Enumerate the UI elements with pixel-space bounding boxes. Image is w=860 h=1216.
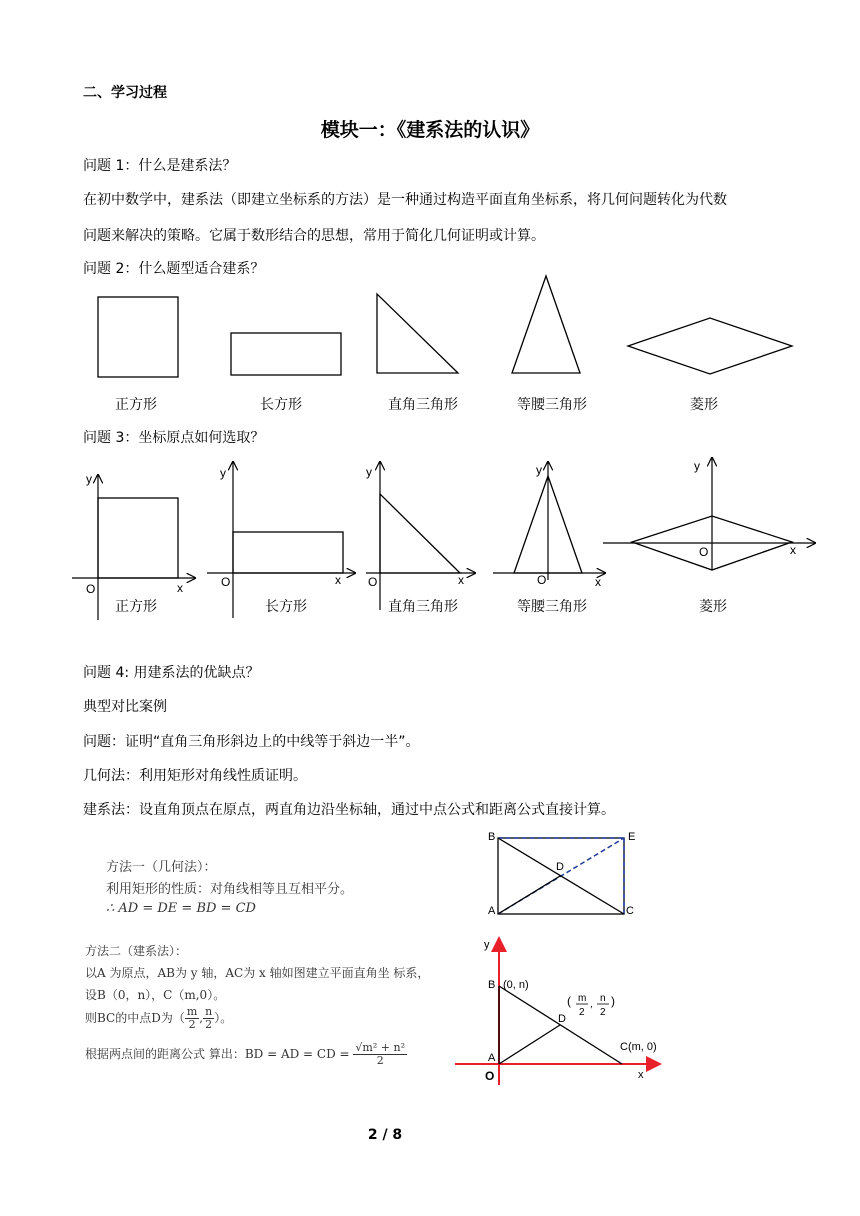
q3-square-y-label: y bbox=[86, 472, 92, 486]
q2-isosceles-triangle-shape bbox=[512, 276, 580, 373]
method1-point-A: A bbox=[488, 905, 496, 917]
method1-point-C: C bbox=[626, 905, 634, 917]
q3-caption-square: 正方形 bbox=[115, 599, 157, 615]
q2-caption-isosceles-triangle: 等腰三角形 bbox=[517, 397, 587, 413]
method2-D-open: ( bbox=[567, 994, 571, 1008]
question-1: 问题 1：什么是建系法？ bbox=[83, 158, 237, 174]
q1-answer-line2: 问题来解决的策略。它属于数形结合的思想，常用于简化几何证明或计算。 bbox=[83, 228, 545, 244]
q3-isosceles-figure bbox=[493, 462, 605, 589]
q3-rectangle-figure bbox=[207, 462, 355, 618]
method2-line2: 设B（0，n），C（m,0）。 bbox=[85, 988, 226, 1002]
method1-point-D: D bbox=[556, 861, 564, 873]
method2-distance-fraction: $\frac{\text{√m² + n²}}{2}$ bbox=[355, 1041, 405, 1067]
q3-right-triangle-figure bbox=[366, 462, 475, 610]
q3-rect-origin-label: O bbox=[221, 575, 231, 589]
q1-answer-line1: 在初中数学中，建系法（即建立坐标系的方法）是一种通过构造平面直角坐标系，将几何问题转化为代数 bbox=[83, 192, 727, 208]
case-geometric-method: 几何法：利用矩形对角线性质证明。 bbox=[83, 768, 307, 784]
q3-rtri-x-label: x bbox=[458, 573, 464, 587]
q2-caption-rhombus: 菱形 bbox=[690, 397, 718, 413]
q3-caption-rectangle: 长方形 bbox=[265, 599, 307, 615]
page-number: 2 / 8 bbox=[367, 1127, 403, 1143]
q3-iso-origin-label: O bbox=[537, 573, 547, 587]
q3-rhombus-figure bbox=[603, 458, 815, 570]
q3-iso-x-label: x bbox=[595, 575, 601, 589]
q2-caption-rectangle: 长方形 bbox=[260, 397, 302, 413]
method2-D-2a: 2 bbox=[579, 1007, 585, 1018]
q2-caption-right-triangle: 直角三角形 bbox=[388, 397, 458, 413]
method1-rectangle-diagram bbox=[480, 826, 650, 921]
method2-line1: 以A 为原点，AB为 y 轴，AC为 x 轴如图建立平面直角坐 标系， bbox=[85, 966, 430, 980]
method2-line4-prefix: 根据两点间的距离公式 算出：BD = AD = CD = bbox=[85, 1047, 350, 1061]
question-4: 问题 4: 用建系法的优缺点？ bbox=[83, 665, 260, 681]
method2-frac-m: $\frac{m}{2}$ bbox=[186, 1005, 198, 1031]
q3-rect-x-label: x bbox=[335, 573, 341, 587]
q2-shapes-figure bbox=[0, 270, 860, 390]
q2-square-shape bbox=[98, 297, 178, 377]
method2-D-2b: 2 bbox=[600, 1007, 606, 1018]
q3-iso-y-label: y bbox=[536, 463, 542, 477]
method2-point-D: D bbox=[558, 1013, 566, 1025]
method1-equation: ∴ AD = DE = BD = CD bbox=[106, 901, 256, 916]
method1-title: 方法一（几何法）： bbox=[106, 860, 217, 875]
case-coordinate-method: 建系法：设直角顶点在原点，两直角边沿坐标轴，通过中点公式和距离公式直接计算。 bbox=[83, 802, 615, 818]
q3-caption-rhombus: 菱形 bbox=[699, 599, 727, 615]
q3-rhombus-x-label: x bbox=[790, 543, 796, 557]
method2-title: 方法二（建系法）： bbox=[85, 944, 188, 958]
q3-caption-right-triangle: 直角三角形 bbox=[388, 599, 458, 615]
method2-point-B: B bbox=[488, 979, 496, 991]
q2-caption-square: 正方形 bbox=[115, 397, 157, 413]
q2-rhombus-shape bbox=[628, 318, 792, 374]
method1-line1: 利用矩形的性质：对角线相等且互相平分。 bbox=[106, 882, 354, 897]
method2-point-A: A bbox=[488, 1052, 496, 1064]
method2-D-close: ) bbox=[611, 994, 615, 1008]
method2-B-coord: (0, n) bbox=[503, 979, 529, 991]
section-heading: 二、学习过程 bbox=[83, 85, 167, 101]
case-problem: 问题：证明“直角三角形斜边上的中线等于斜边一半”。 bbox=[83, 734, 420, 750]
case-title: 典型对比案例 bbox=[83, 699, 167, 715]
module-title: 模块一：《建系法的认识》 bbox=[320, 119, 540, 141]
method2-C-coord: C(m, 0) bbox=[620, 1041, 657, 1053]
method1-point-B: B bbox=[488, 831, 496, 843]
method2-line3-prefix: 则BC的中点D为（ bbox=[85, 1011, 185, 1025]
method2-frac-n: $\frac{n}{2}$ bbox=[205, 1005, 213, 1031]
question-2: 问题 2：什么题型适合建系？ bbox=[83, 261, 265, 277]
method2-origin-label: O bbox=[485, 1069, 495, 1083]
method2-D-n: n bbox=[600, 993, 606, 1004]
q3-rect-y-label: y bbox=[220, 466, 226, 480]
method1-point-E: E bbox=[628, 831, 636, 843]
q3-square-origin-label: O bbox=[86, 582, 96, 596]
method2-line3: 则BC的中点D为（ $\frac{m}{2}$ , $\frac{n}{2}$ ）。 bbox=[85, 1005, 233, 1031]
q3-rtri-origin-label: O bbox=[368, 575, 378, 589]
q3-rhombus-y-label: y bbox=[694, 459, 700, 473]
method2-D-m: m bbox=[578, 993, 587, 1004]
svg-text:,: , bbox=[590, 999, 593, 1010]
method2-line4 bbox=[85, 1042, 407, 1067]
q2-rectangle-shape bbox=[231, 333, 341, 375]
method2-y-label: y bbox=[484, 939, 490, 951]
question-3: 问题 3：坐标原点如何选取？ bbox=[83, 430, 265, 446]
q3-rhombus-origin-label: O bbox=[699, 545, 709, 559]
method2-x-label: x bbox=[638, 1069, 644, 1081]
q3-caption-isosceles-triangle: 等腰三角形 bbox=[517, 599, 587, 615]
q3-square-x-label: x bbox=[177, 581, 183, 595]
q2-right-triangle-shape bbox=[377, 294, 458, 373]
method2-coordinate-diagram bbox=[450, 930, 675, 1090]
q3-rtri-y-label: y bbox=[366, 465, 372, 479]
